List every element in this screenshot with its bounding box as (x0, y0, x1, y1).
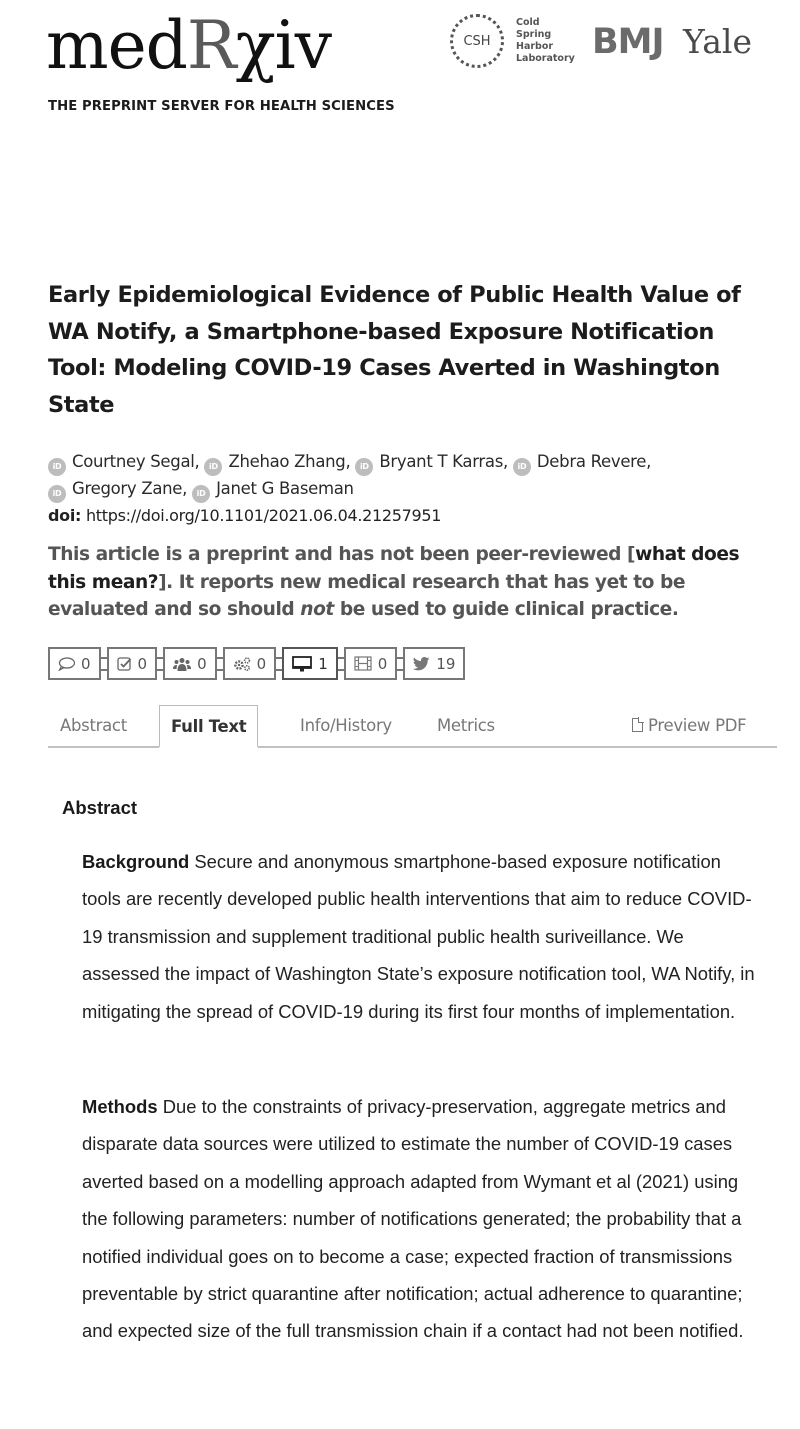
abstract-methods (82, 1088, 762, 1350)
preview-pdf-label: Preview PDF (648, 716, 747, 735)
csh-name (516, 17, 575, 65)
orcid-icon[interactable]: iD (513, 458, 531, 476)
gears-icon (233, 657, 251, 671)
csh-line: Harbor (516, 41, 554, 52)
tab-full-text[interactable]: Full Text (159, 705, 258, 748)
author-separator: , (646, 452, 652, 471)
author-separator: , (503, 452, 508, 471)
community-review-badge[interactable] (163, 647, 217, 680)
twitter-icon (413, 657, 430, 671)
author-name[interactable]: Zhehao Zhang (228, 452, 346, 471)
logo-r: R (186, 7, 236, 84)
what-does-this-mean-link[interactable]: what does this mean? (48, 544, 740, 593)
logo-med: med (46, 7, 187, 84)
background-text: Secure and anonymous smartphone-based exposure notification tools are recently developed public health interventions that aim to reduce COVID-19 transmission and supplement traditional public health suriveillance. We assessed the impact of Washington State’s exposure notification tool, WA Notify, in mitigating the spread of COVID-19 during its first four months of implementation. (82, 851, 755, 1022)
document-icon (632, 718, 643, 732)
methods-text: Due to the constraints of privacy-preservation, aggregate metrics and disparate data sources were utilized to estimate the number of COVID-19 cases averted based on a modelling approach adapted from Wymant et al (2021) using the following parameters: number of notifications generated; the probability that a notified individual goes on to become a case; expected fraction of transmissions preventable by strict quarantine after notification; actual adherence to quarantine; and expected size of the full transmission chain if a contact had not been notified. (82, 1096, 744, 1342)
abstract-background (82, 843, 762, 1030)
author-item[interactable] (48, 479, 187, 498)
author-name[interactable]: Bryant T Karras (379, 452, 503, 471)
author-item[interactable] (192, 479, 354, 498)
orcid-icon[interactable]: iD (204, 458, 222, 476)
logo-tagline: THE PREPRINT SERVER FOR HEALTH SCIENCES (48, 99, 395, 114)
author-item[interactable] (204, 452, 350, 471)
csh-line: Spring (516, 29, 552, 40)
tab-abstract[interactable]: Abstract (60, 716, 127, 735)
doi-label: doi: (48, 506, 82, 525)
film-icon (354, 656, 372, 671)
comment-icon (58, 657, 75, 671)
video-count: 0 (377, 654, 388, 673)
twitter-badge[interactable] (403, 647, 465, 680)
csh-logo[interactable] (450, 14, 575, 68)
yale-logo[interactable]: Yale (683, 22, 752, 61)
comments-count: 0 (81, 654, 91, 673)
abstract-heading: Abstract (62, 797, 138, 818)
methods-label: Methods (82, 1096, 158, 1117)
author-item[interactable] (355, 452, 508, 471)
author-name[interactable]: Janet G Baseman (216, 479, 354, 498)
author-name[interactable]: Courtney Segal (72, 452, 195, 471)
automated-service-count: 0 (256, 654, 267, 673)
medrxiv-logo[interactable] (46, 6, 331, 86)
users-icon (173, 657, 191, 671)
csh-line: Laboratory (516, 53, 575, 64)
automated-service-badge[interactable] (223, 647, 277, 680)
doi-line (48, 506, 441, 525)
article-title: Early Epidemiological Evidence of Public Health Value of WA Notify, a Smartphone-based Exposure Notification Tool: Modeling COVID-19 Cases Averted in Washington State (48, 282, 741, 418)
csh-mark: CSH (463, 33, 491, 49)
community-review-count: 0 (197, 654, 207, 673)
preview-pdf-link[interactable] (632, 705, 746, 746)
author-item[interactable] (48, 452, 200, 471)
tab-metrics[interactable]: Metrics (437, 716, 495, 735)
csh-dna-ring-icon (450, 14, 504, 68)
author-name[interactable]: Gregory Zane (72, 479, 183, 498)
blogs-media-badge[interactable] (282, 647, 338, 680)
peer-review-badge[interactable] (107, 647, 158, 680)
peer-review-count: 0 (137, 654, 148, 673)
orcid-icon[interactable]: iD (355, 458, 373, 476)
csh-line: Cold (516, 17, 540, 28)
doi-link[interactable]: https://doi.org/10.1101/2021.06.04.21257951 (85, 506, 442, 525)
twitter-count: 19 (436, 654, 456, 673)
tab-info-history[interactable]: Info/History (300, 716, 392, 735)
notice-text: This article is a preprint and has not been peer-reviewed [ (48, 544, 636, 565)
notice-text: ]. It reports new medical research that has yet to be evaluated and so should (48, 571, 686, 620)
checkbox-icon (117, 657, 132, 671)
background-label: Background (82, 851, 190, 872)
article-tabs (48, 705, 777, 748)
author-separator: , (182, 479, 188, 498)
author-list (48, 449, 768, 503)
orcid-icon[interactable]: iD (48, 458, 66, 476)
author-name[interactable]: Debra Revere (536, 452, 647, 471)
notice-emphasis: not (300, 599, 334, 620)
metrics-bar (48, 647, 465, 680)
author-separator: , (345, 452, 351, 471)
video-badge[interactable] (344, 647, 398, 680)
comments-badge[interactable] (48, 647, 101, 680)
author-item[interactable] (513, 452, 651, 471)
author-separator: , (194, 452, 200, 471)
orcid-icon[interactable]: iD (192, 485, 210, 503)
monitor-icon (292, 656, 312, 672)
orcid-icon[interactable]: iD (48, 485, 66, 503)
bmj-logo[interactable]: BMJ (592, 22, 664, 62)
logo-chi-iv: χiv (235, 7, 331, 84)
notice-text: be used to guide clinical practice. (333, 599, 679, 620)
blogs-media-count: 1 (318, 654, 328, 673)
preprint-notice (48, 541, 778, 624)
